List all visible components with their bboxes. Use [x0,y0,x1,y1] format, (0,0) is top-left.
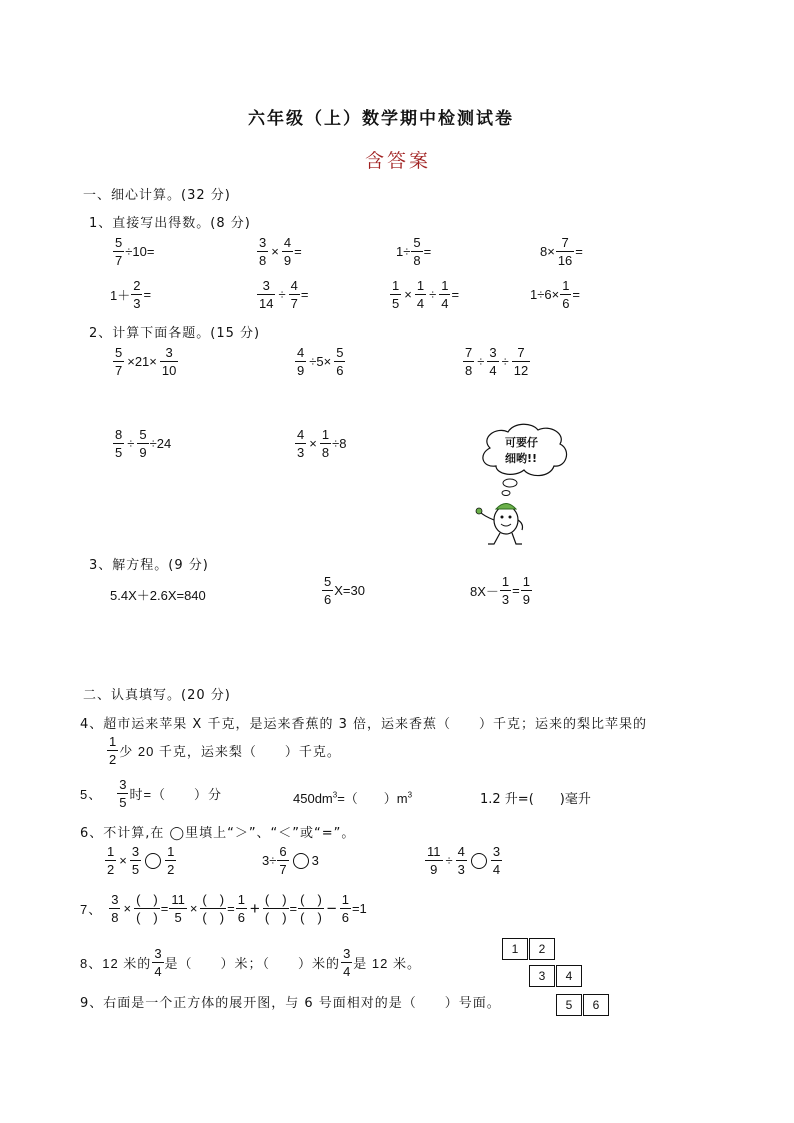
q5: 5、 $\frac{3}{5}$ 时=（ ）分 [80,777,223,810]
q1-item-5: 1＋ $\frac{2}{3}$ = [110,278,152,311]
q1-item-8: 1÷6× $\frac{1}{6}$ = [530,278,581,311]
compare-circle[interactable] [293,853,309,869]
question-3-heading: 3、解方程。(9 分) [89,558,209,573]
q1-item-1: $\frac{5}{7}$ ÷10= [115,235,155,268]
compare-circle[interactable] [471,853,487,869]
page-subtitle: 含答案 [365,150,432,172]
cube-face-1: 1 [502,938,528,960]
q3-equation-3: 8X－ $\frac{1}{3}$ = $\frac{1}{9}$ [470,574,530,607]
compare-circle[interactable] [145,853,161,869]
q2-item-4: $\frac{8}{5}$ ÷ $\frac{5}{9}$ ÷24 [115,427,172,460]
section-1-heading: 一、细心计算。(32 分) [83,188,231,203]
q1-item-2: $\frac{3}{8}$ × $\frac{4}{9}$ = [259,235,302,268]
cube-face-6: 6 [583,994,609,1016]
q6-item-3: $\frac{11}{9}$ ÷ $\frac{4}{3}$ $\frac{3}{4}$ [427,844,501,877]
q6-heading: 6、不计算,在 ◯里填上“＞”、“＜”或“=”。 [80,826,356,841]
q1-item-7: $\frac{1}{5}$ × $\frac{1}{4}$ ÷ $\frac{1}{4}$ = [392,278,460,311]
fraction: $\frac{5}{7}$ [115,235,123,268]
cube-face-3: 3 [529,965,555,987]
q4-line-1: 4、超市运来苹果 X 千克，是运来香蕉的 3 倍，运来香蕉（ ）千克；运来的梨比苹果的 [80,717,647,732]
bubble-text-line-1: 可要仔 [505,436,538,449]
q2-item-5: $\frac{4}{3}$ × $\frac{1}{8}$ ÷8 [297,427,347,460]
section-2-heading: 二、认真填写。(20 分) [83,688,231,703]
cube-face-2: 2 [529,938,555,960]
q9: 9、右面是一个正方体的展开图，与 6 号面相对的是（ ）号面。 [80,996,501,1011]
q7: 7、 $\frac{3}{8}$ × $\frac{( )}{( )}$ = $\frac{11}{5}$ × $\frac{( )}{( )}$ = $\frac{1}{6}$ + $\frac{( )}{( )}$ = $\frac{( )}{( )}$ − $\frac{1}{6}$ =1 [80,892,367,925]
q5-volume: $450dm^3=$（ ）$m^3$ [293,790,413,806]
question-1-heading: 1、直接写出得数。(8 分) [89,216,251,231]
q8: 8、12 米的 $\frac{3}{4}$ 是（ ）米；（ ）米的 $\frac{3}{4}$ 是 12 米。 [80,946,421,979]
q2-item-1: $\frac{5}{7}$ ×21× $\frac{3}{10}$ [115,345,177,378]
page-title: 六年级（上）数学期中检测试卷 [248,109,514,129]
q3-equation-1: 5.4X＋2.6X=840 [110,588,206,603]
bubble-text-line-2: 细哟!! [505,452,538,465]
cube-face-4: 4 [556,965,582,987]
q1-item-3: 1÷ $\frac{5}{8}$ = [396,235,432,268]
q6-item-1: $\frac{1}{2}$ × $\frac{3}{5}$ $\frac{1}{2}$ [107,844,175,877]
q6-item-2: 3÷ $\frac{6}{7}$ 3 [262,844,319,877]
q5-liters: 1.2 升=( )毫升 [480,792,591,807]
q1-item-6: $\frac{3}{14}$ ÷ $\frac{4}{7}$ = [259,278,309,311]
q1-item-4: 8× $\frac{7}{16}$ = [540,235,583,268]
question-2-heading: 2、计算下面各题。(15 分) [89,326,261,341]
q2-item-2: $\frac{4}{9}$ ÷5× $\frac{5}{6}$ [297,345,344,378]
q2-item-3: $\frac{7}{8}$ ÷ $\frac{3}{4}$ ÷ $\frac{7}{12}$ [465,345,529,378]
q3-equation-2: $\frac{5}{6}$ X=30 [324,574,365,607]
cube-face-5: 5 [556,994,582,1016]
q4-line-2: $\frac{1}{2}$ 少 20 千克，运来梨（ ）千克。 [109,734,341,767]
